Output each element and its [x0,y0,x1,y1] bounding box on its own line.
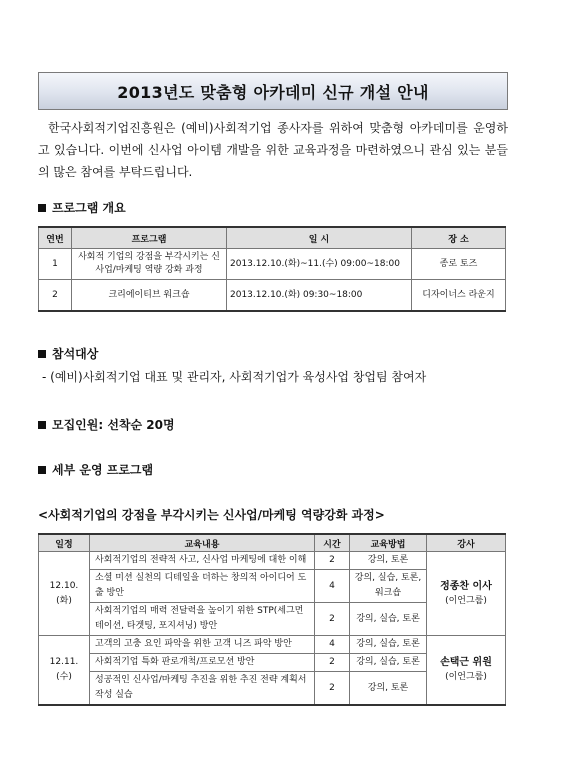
overview-table [38,226,506,312]
col-header-place: 장 소 [412,227,506,249]
page-title: 2013년도 맞춤형 아카데미 신규 개설 안내 [117,82,429,102]
table-row [39,552,506,570]
instructor-org: (이언그룹) [445,672,487,682]
instructor-name: 정종찬 이사 [440,580,492,592]
instructor-cell [427,636,506,706]
square-bullet-icon [38,204,46,212]
col-header-hours: 시간 [315,534,350,552]
section-recruit-label: 모집인원: 선착순 20명 [52,418,175,432]
intro-paragraph: 한국사회적기업진흥원은 (예비)사회적기업 종사자를 위하여 맞춤형 아카데미를 운영하고 있습니다. 이번에 신사업 아이템 개발을 위한 교육과정을 마련하였으니 관심 있는 분들의 많은 참여를 부탁드립니다. [38,121,508,179]
row-place: 종로 토즈 [412,249,506,280]
hours-cell: 2 [315,654,350,672]
row-no: 2 [39,280,72,312]
content-cell: 소셜 미션 실천의 디테일을 더하는 창의적 아이디어 도출 방안 [90,570,315,603]
detail-table-header [39,534,506,552]
hours-cell: 4 [315,636,350,654]
method-cell: 강의, 실습, 토론, 워크숍 [350,570,427,603]
section-detail-heading [38,461,153,478]
row-datetime: 2013.12.10.(화)~11.(수) 09:00~18:00 [227,249,412,280]
section-target-label: 참석대상 [52,347,99,361]
method-cell: 강의, 실습, 토론 [350,636,427,654]
weekday-label: (화) [56,595,72,606]
square-bullet-icon [38,466,46,474]
detail-subtitle: <사회적기업의 강점을 부각시키는 신사업/마케팅 역량강화 과정> [38,508,385,522]
square-bullet-icon [38,350,46,358]
content-cell: 사회적기업의 매력 전달력을 높이기 위한 STP(세그먼테이션, 타겟팅, 포지셔닝) 방안 [90,603,315,636]
overview-table-header [39,227,506,249]
row-place: 디자이너스 라운지 [412,280,506,312]
instructor-name: 손택근 위원 [440,657,492,668]
content-cell: 사회적기업 특화 판로개척/프로모션 방안 [90,654,315,672]
hours-cell: 2 [315,603,350,636]
col-header-content: 교육내용 [90,534,315,552]
method-cell: 강의, 실습, 토론 [350,654,427,672]
instructor-org: (이언그룹) [445,595,487,606]
section-recruit-heading [38,416,175,433]
col-header-instructor: 강사 [427,534,506,552]
square-bullet-icon [38,421,46,429]
col-header-method: 교육방법 [350,534,427,552]
detail-table [38,533,506,706]
date-label: 12.10. [49,580,79,591]
section-overview-heading [38,199,126,216]
row-no: 1 [39,249,72,280]
col-header-datetime: 일 시 [227,227,412,249]
date-label: 12.11. [49,657,79,667]
method-cell: 강의, 토론 [350,672,427,706]
table-row [39,280,506,312]
hours-cell: 2 [315,552,350,570]
date-cell [39,552,90,636]
method-cell: 강의, 실습, 토론 [350,603,427,636]
page-title-box [38,72,508,110]
col-header-no: 연번 [39,227,72,249]
date-cell [39,636,90,706]
section-overview-label: 프로그램 개요 [52,201,126,215]
weekday-label: (수) [56,672,72,682]
content-cell: 성공적인 신사업/마케팅 추진을 위한 추진 전략 계획서 작성 실습 [90,672,315,706]
col-header-program: 프로그램 [72,227,227,249]
col-header-date: 일정 [39,534,90,552]
content-cell: 고객의 고충 요인 파악을 위한 고객 니즈 파악 방안 [90,636,315,654]
target-text: - (예비)사회적기업 대표 및 관리자, 사회적기업가 육성사업 창업팀 참여자 [42,370,427,384]
row-program: 사회적 기업의 강점을 부각시키는 신사업/마케팅 역량 강화 과정 [72,249,227,280]
method-cell: 강의, 토론 [350,552,427,570]
table-row [39,249,506,280]
row-program: 크리에이티브 워크숍 [72,280,227,312]
instructor-cell [427,552,506,636]
hours-cell: 2 [315,672,350,706]
section-detail-label: 세부 운영 프로그램 [52,463,154,477]
section-target-heading [38,345,98,362]
hours-cell: 4 [315,570,350,603]
content-cell: 사회적기업의 전략적 사고, 신사업 마케팅에 대한 이해 [90,552,315,570]
table-row [39,636,506,654]
row-datetime: 2013.12.10.(화) 09:30~18:00 [227,280,412,312]
